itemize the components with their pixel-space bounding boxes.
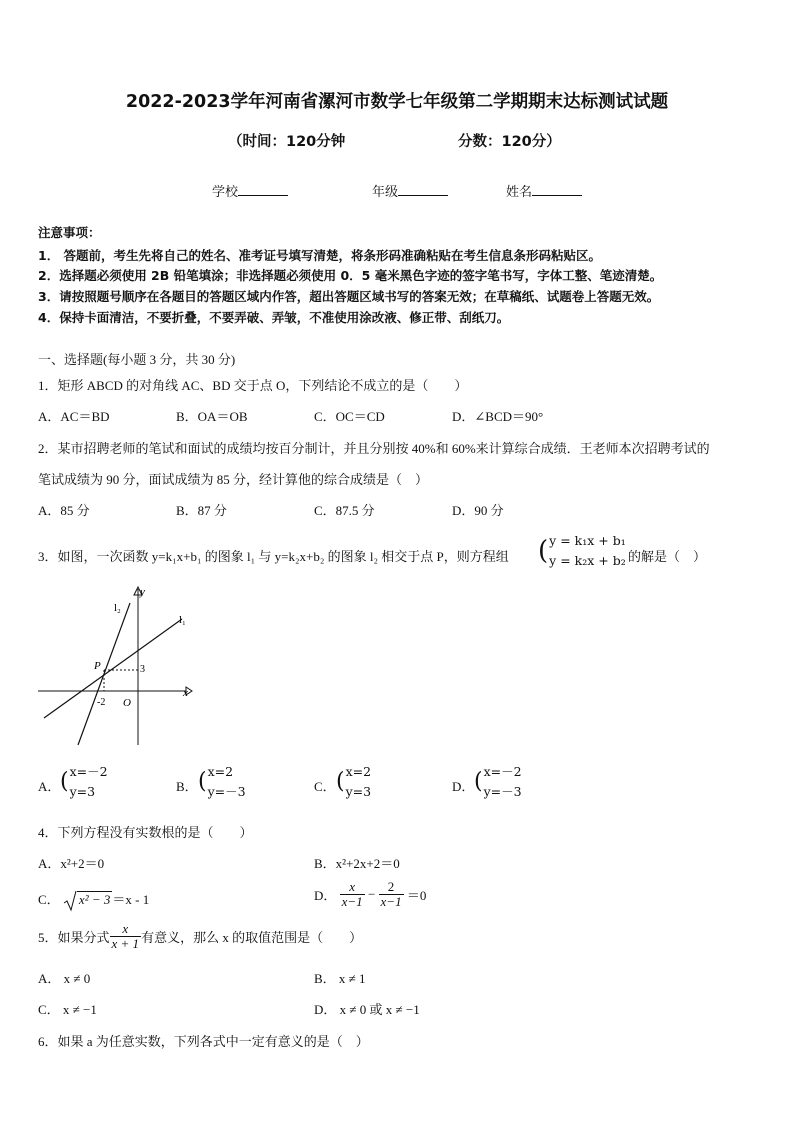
q4-d-label: D． — [314, 888, 337, 903]
q5-stem — [38, 922, 362, 951]
exam-score: 分数：120分） — [458, 134, 561, 150]
q4-c-label: C． — [38, 892, 60, 907]
q3-b-line2: y=－3 — [207, 784, 246, 799]
radical-sign — [63, 890, 77, 912]
numerator: x — [340, 880, 365, 895]
notes-title: 注意事项： — [38, 225, 101, 240]
exam-time: （时间：120分钟 — [228, 134, 346, 150]
numerator: x — [110, 922, 142, 937]
name-blank — [532, 183, 582, 196]
brace: ( — [336, 769, 345, 794]
q1-option-a: A．AC＝BD — [38, 409, 110, 424]
grade-field — [372, 181, 448, 200]
q3-a-line1: x=－2 — [69, 764, 108, 779]
q2-option-a: A．85 分 — [38, 503, 90, 518]
name-label: 姓名 — [506, 185, 533, 200]
q3-option-a — [60, 762, 108, 802]
q2-option-c: C．87.5 分 — [314, 503, 375, 518]
note-item: 2．选择题必须使用 2B 铅笔填涂；非选择题必须使用 0．5 毫米黑色字迹的签字笔书写，字体工整、笔迹清楚。 — [38, 268, 663, 283]
q1-option-d: D．∠BCD＝90° — [452, 409, 544, 424]
note-item: 3．请按照题号顺序在各题目的答题区域内作答，超出答题区域书写的答案无效；在草稿纸、试题卷上答题无效。 — [38, 289, 660, 304]
q4-option-b: B．x²+2x+2＝0 — [314, 856, 400, 871]
q3-option-a-label: A． — [38, 779, 61, 794]
q3-option-b-label: B． — [176, 779, 198, 794]
q5-option-d: D． x ≠ 0 或 x ≠ −1 — [314, 1002, 420, 1017]
denominator: x + 1 — [111, 936, 140, 951]
q5-option-a: A． x ≠ 0 — [38, 971, 91, 986]
q3-option-d-label: D． — [452, 779, 475, 794]
q1-option-c: C．OC＝CD — [314, 409, 385, 424]
q3-a-line2: y=3 — [69, 784, 96, 799]
q4-d-rest: ＝0 — [406, 888, 427, 903]
q1-option-b: B．OA＝OB — [176, 409, 248, 424]
school-field — [212, 181, 288, 200]
q3-sys-line2: y = k₂x + b₂ — [549, 553, 626, 568]
q4-option-c — [38, 889, 149, 912]
brace: ( — [474, 769, 483, 794]
grade-blank — [398, 183, 448, 196]
q5-stem-a: 5．如果分式 — [38, 930, 110, 945]
school-blank — [238, 183, 288, 196]
label-origin: O — [123, 697, 131, 709]
page-title: 2022-2023学年河南省漯河市数学七年级第二学期期末达标测试试题 — [125, 92, 669, 112]
q3-sys-line1: y = k₁x + b₁ — [549, 533, 626, 548]
q4-c-radicand: x² − 3 — [78, 892, 111, 907]
q3-d-line1: x=－2 — [483, 764, 522, 779]
numerator: 2 — [379, 880, 404, 895]
grade-label: 年级 — [372, 185, 399, 200]
label-p: P — [94, 660, 101, 672]
denominator: x−1 — [380, 894, 402, 909]
q1-stem: 1．矩形 ABCD 的对角线 AC、BD 交于点 O，下列结论不成立的是（ ） — [38, 378, 468, 393]
fraction — [110, 922, 142, 951]
fraction — [340, 880, 365, 909]
q3-b-line1: x=2 — [207, 764, 234, 779]
q3-c-line2: y=3 — [345, 784, 372, 799]
label-three: 3 — [140, 664, 145, 675]
q4-option-a: A．x²+2＝0 — [38, 856, 105, 871]
q3-graph — [34, 583, 194, 748]
label-l2: l₂ — [114, 602, 121, 614]
q3-option-c — [336, 762, 371, 802]
q3-c-line1: x=2 — [345, 764, 372, 779]
q6-stem: 6．如果 a 为任意实数，下列各式中一定有意义的是（ ） — [38, 1034, 369, 1049]
q2-option-b: B．87 分 — [176, 503, 227, 518]
q5-option-c: C． x ≠ −1 — [38, 1002, 97, 1017]
label-l1: l₁ — [179, 614, 186, 626]
q5-option-b: B． x ≠ 1 — [314, 971, 366, 986]
q4-option-d — [314, 880, 426, 909]
minus-sign: − — [367, 886, 376, 902]
q3-option-b — [198, 762, 246, 802]
label-neg2: -2 — [97, 697, 106, 708]
q3-d-line2: y=－3 — [483, 784, 522, 799]
q2-stem-line2: 笔试成绩为 90 分，面试成绩为 85 分，经计算他的综合成绩是（ ） — [38, 472, 429, 487]
q3-stem-b: 的解是（ ） — [628, 549, 707, 564]
note-item: 4．保持卡面清洁，不要折叠，不要弄破、弄皱，不准使用涂改液、修正带、刮纸刀。 — [38, 310, 510, 325]
brace: ( — [60, 769, 69, 794]
label-y: y — [140, 586, 145, 598]
q3-option-d — [474, 762, 522, 802]
q2-stem-line1: 2．某市招聘老师的笔试和面试的成绩均按百分制计，并且分别按 40%和 60%来计算综合成绩．王老师本次招聘考试的 — [38, 441, 710, 456]
denominator: x−1 — [341, 894, 363, 909]
brace: ( — [198, 769, 207, 794]
q3-option-c-label: C． — [314, 779, 336, 794]
brace: ( — [538, 536, 549, 566]
q3-stem-a: 3．如图，一次函数 y=k₁x+b₁ 的图象 l₁ 与 y=k₂x+b₂ 的图象 l₂ 相交于点 P，则方程组 — [38, 549, 509, 564]
q4-stem: 4．下列方程没有实数根的是（ ） — [38, 825, 253, 840]
q4-c-rest: ＝x - 1 — [112, 892, 150, 907]
q2-option-d: D．90 分 — [452, 503, 504, 518]
school-label: 学校 — [212, 185, 239, 200]
note-item: 1． 答题前，考生先将自己的姓名、准考证号填写清楚，将条形码准确粘贴在考生信息条形码粘贴区。 — [38, 248, 602, 263]
q3-equation-system — [538, 531, 626, 571]
line-l1 — [44, 619, 182, 718]
label-x: x — [183, 687, 188, 699]
q5-stem-b: 有意义，那么 x 的取值范围是（ ） — [141, 930, 363, 945]
section-heading: 一、选择题(每小题 3 分，共 30 分) — [38, 352, 236, 367]
name-field — [506, 181, 582, 200]
fraction — [379, 880, 404, 909]
